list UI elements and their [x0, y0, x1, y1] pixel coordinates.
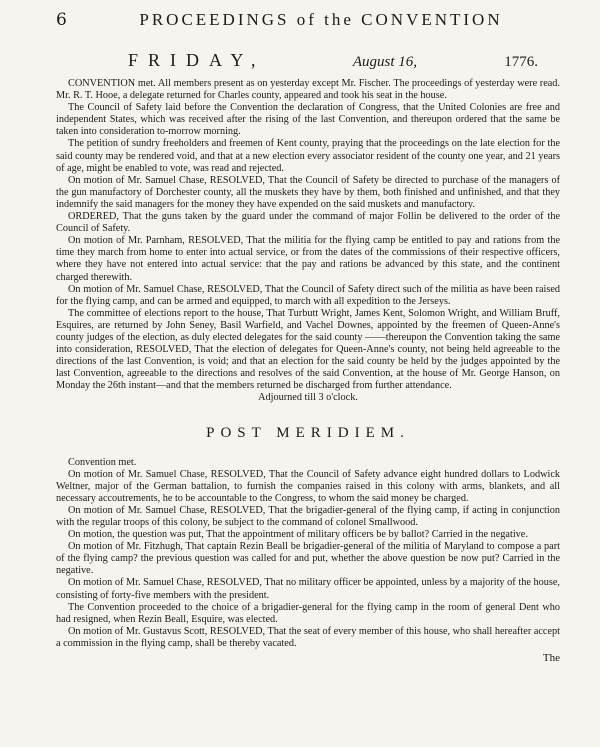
catchword: The — [542, 652, 560, 664]
paragraph: The petition of sundry freeholders and freemen of Kent county, praying that the proceedings on the late election for the said county may be rendered void, and that at a new election every associator resident of the county one year, and 21 years of age, might be enabled to vote, was read and rejected. — [56, 138, 560, 174]
paragraph: On motion of Mr. Gustavus Scott, RESOLVED, That the seat of every member of this house, who shall hereafter accept a commission in the flying camp, shall be thereby vacated. — [56, 625, 560, 649]
paragraph: On motion of Mr. Samuel Chase, RESOLVED, That the brigadier-general of the flying camp, if acting in conjunction with the regular troops of this colony, be subject to the command of colonel Smallwood. — [56, 504, 560, 528]
paragraph: ORDERED, That the guns taken by the guard under the command of major Follin be delivered to the order of the Council of Safety. — [56, 211, 560, 235]
paragraph: On motion of Mr. Parnham, RESOLVED, That the militia for the flying camp be entitled to pay and rations from the time they march from home to enter into actual service, or from the dates of the commissions of their respective officers, where they have not entered into actual service: that the pay and rations be advanced by this state, and the continent charged therewith. — [56, 235, 560, 283]
session-year: 1776. — [504, 54, 538, 70]
adjournment-line: Adjourned till 3 o'clock. — [258, 392, 358, 404]
session-day: FRIDAY, — [128, 50, 266, 70]
paragraph: The Convention proceeded to the choice of a brigadier-general for the flying camp in the room of general Dent who had resigned, when Rezin Beall, Esquire, was elected. — [56, 601, 560, 625]
paragraph: On motion, the question was put, That the appointment of military officers be by ballot? Carried in the negative. — [68, 529, 528, 541]
paragraph: CONVENTION met. All members present as on yesterday except Mr. Fischer. The proceedings of yesterday were read. Mr. R. T. Hooe, a delegate returned for Charles county, appeared and took his seat in the house. — [56, 78, 560, 102]
page-number: 6 — [56, 10, 67, 30]
paragraph: On motion of Mr. Samuel Chase, RESOLVED, That the Council of Safety advance eight hundred dollars to Lodwick Weltner, major of the German battalion, to furnish the companies raised in this colony with arms, blankets, and all necessary accoutrements, he to be accountable to the Congress, to whom the said money be charged. — [56, 468, 560, 504]
section-title: POST MERIDIEM. — [206, 424, 410, 441]
session-date-line — [128, 50, 538, 70]
running-title: PROCEEDINGS of the CONVENTION — [139, 10, 503, 29]
running-head — [56, 10, 560, 32]
paragraph: Convention met. — [68, 456, 137, 468]
paragraph: On motion of Mr. Samuel Chase, RESOLVED, That no military officer be appointed, unless by a majority of the house, consisting of forty-five members with the president. — [56, 577, 560, 601]
paragraph: On motion of Mr. Fitzhugh, That captain Rezin Beall be brigadier-general of the militia of Maryland to compose a part of the flying camp? the previous question was called for and put, whether the above question be now put? Carried in the negative. — [56, 541, 560, 577]
session-date: August 16, — [352, 54, 417, 70]
paragraph: On motion of Mr. Samuel Chase, RESOLVED, That the Council of Safety direct such of the militia as have been raised for the flying camp, and can be armed and equipped, to march with all expedition to the Jerseys. — [56, 283, 560, 307]
paragraph: The committee of elections report to the house, That Turbutt Wright, James Kent, Solomon Wright, and William Bruff, Esquires, are returned by John Seney, Basil Warfield, and Vachel Downes, appointed by the freemen of Queen-Anne's county judges of the election, as duly elected delegates for the said county ——thereupon the Convention taking the same into consideration, RESOLVED, That the election of delegates for Queen-Anne's county, not being held agreeable to the directions of the last Convention, is void; and that an election for the said county be held by the judges appointed by the last Convention, agreeable to the directions and resolves of the said Convention, at the house of Mr. George Hanson, on Monday the 26th instant—and that the members returned be discharged from further attendance. — [56, 307, 560, 392]
afternoon-proceedings — [56, 457, 560, 651]
paragraph: The Council of Safety laid before the Convention the declaration of Congress, that the United Colonies are free and independent States, which was received after the rising of the last Convention, and thereupon ordered that the same be taken into consideration to-morrow morning. — [56, 102, 560, 138]
morning-proceedings — [56, 78, 560, 405]
paragraph: On motion of Mr. Samuel Chase, RESOLVED, That the Council of Safety be directed to purchase of the managers of the gun manufactory of Dorchester county, all the muskets they have by them, both finished and unfinished, and that they indemnify the said managers for the money they have expended on the said muskets and manufactory. — [56, 174, 560, 210]
